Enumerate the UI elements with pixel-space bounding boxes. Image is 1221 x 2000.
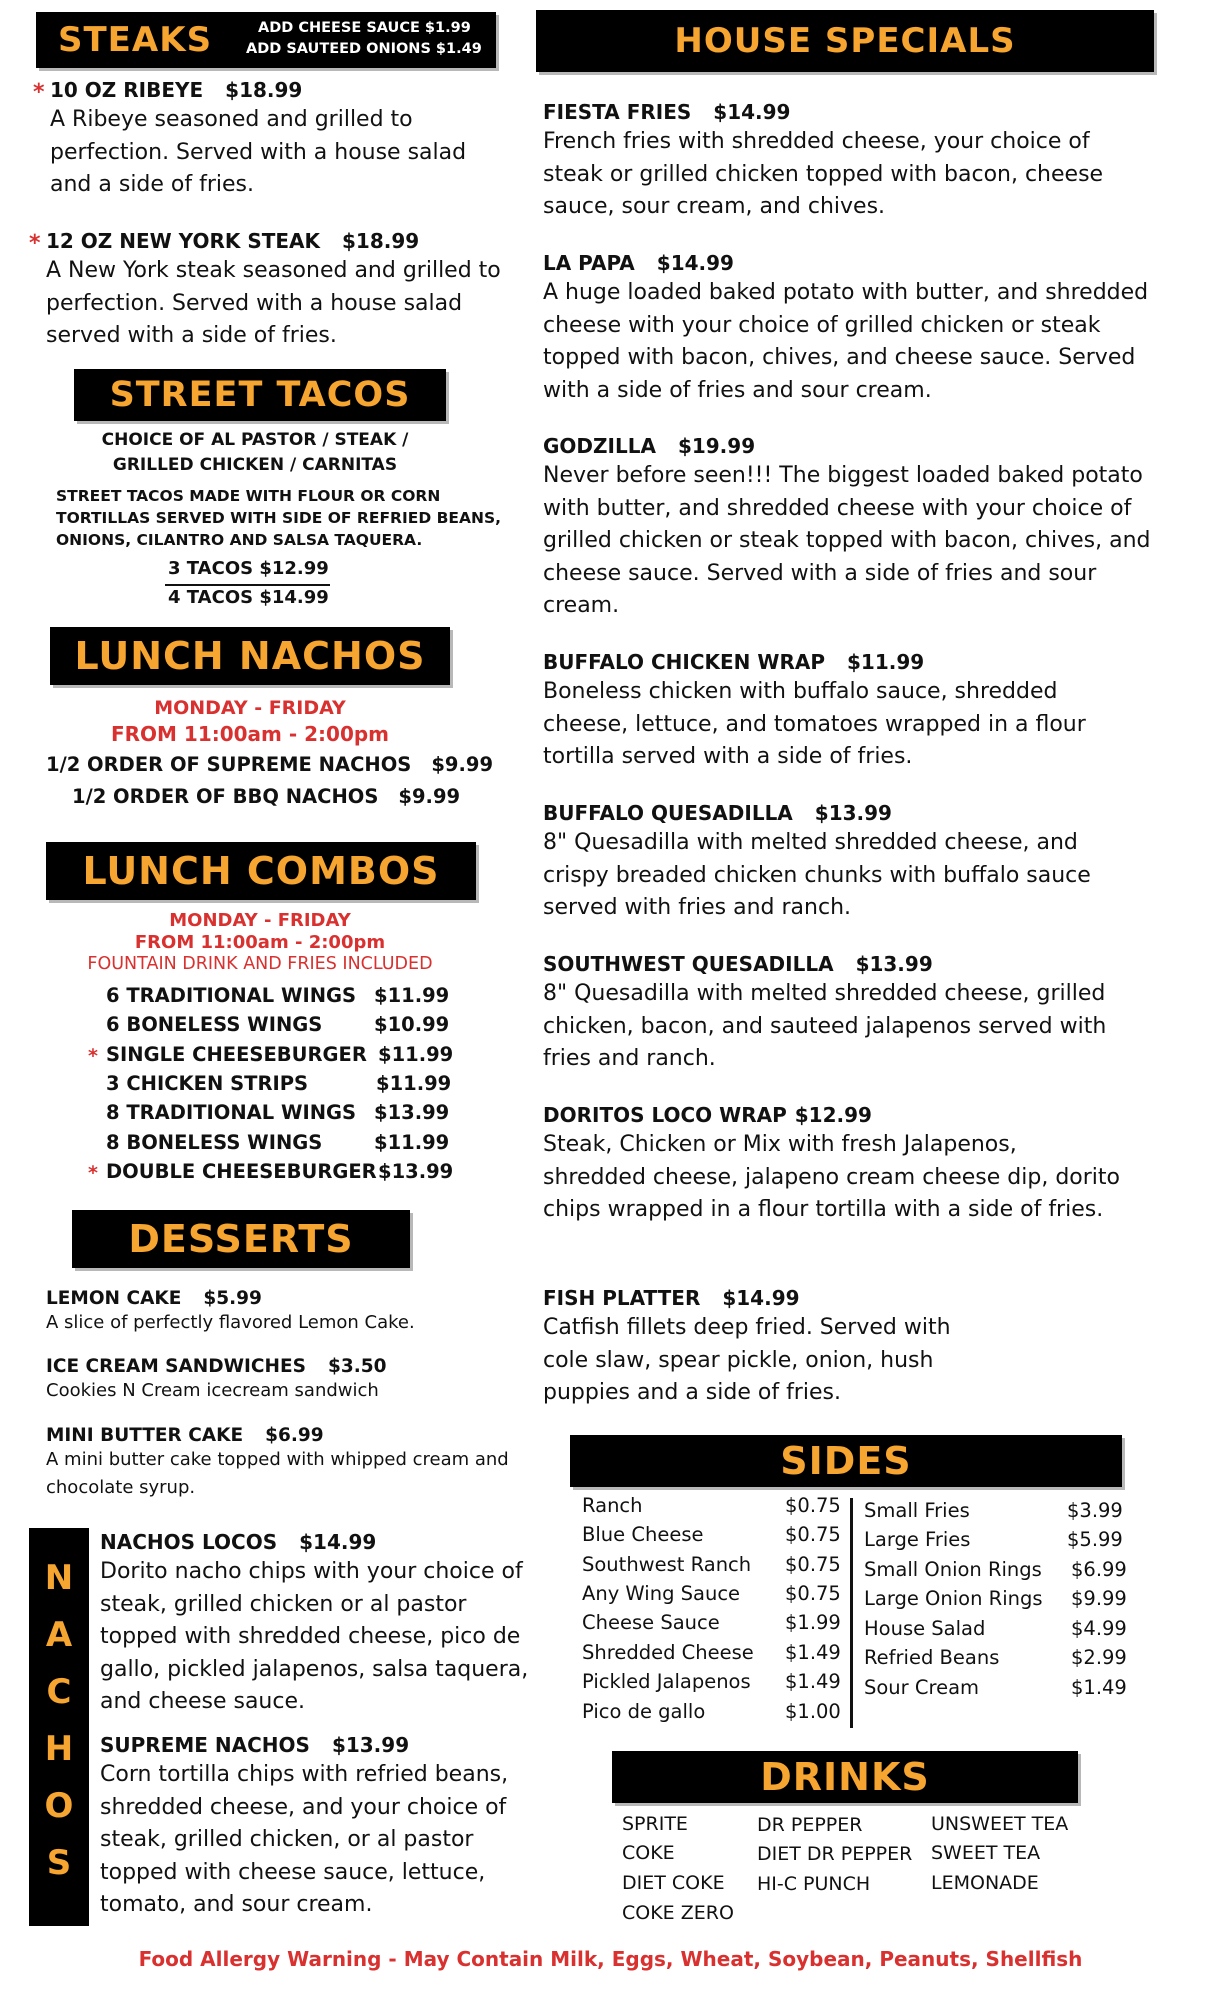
item-description: A Ribeye seasoned and grilled to perfection. Served with a house salad and a side of fries. [50,107,467,197]
nachos-letter: C [46,1672,72,1712]
item-description: Corn tortilla chips with refried beans, shredded cheese, and your choice of steak, grilled chicken, or al pastor topped with cheese sauce, lettuce, tomato, and sour cream. [100,1762,509,1917]
combo-item [106,1160,377,1183]
item-name: LEMON CAKE [46,1288,182,1309]
nachos-letter: H [44,1729,74,1769]
side-item-name: Southwest Ranch [582,1553,752,1576]
item-name: BUFFALO CHICKEN WRAP [543,650,825,674]
special-item-southwest-quesadilla [543,952,1183,1076]
side-item-price: $0.75 [785,1582,841,1605]
steak-item-ribeye [50,78,510,202]
item-price: $13.99 [331,1733,410,1757]
side-item-name: Small Onion Rings [864,1558,1042,1581]
lunch-nachos-item-bbq [72,785,460,808]
item-name: DORITOS LOCO WRAP [543,1103,787,1127]
steaks-addon-cheese: ADD CHEESE SAUCE $1.99 [258,20,471,36]
special-item-la-papa [543,251,1183,407]
combo-price: $13.99 [374,1101,450,1124]
item-price: $18.99 [225,78,303,102]
nachos-letter: N [44,1558,74,1598]
special-item-buffalo-wrap [543,650,1183,774]
special-item-buffalo-quesadilla [543,801,1183,925]
item-name: FIESTA FRIES [543,100,692,124]
price-divider [165,584,330,586]
item-name: BUFFALO QUESADILLA [543,801,793,825]
lunch-combos-header-bar [46,842,476,900]
item-description: French fries with shredded cheese, your choice of steak or grilled chicken topped with bacon, cheese sauce, sour cream, and chives. [543,129,1104,219]
desserts-title: DESSERTS [128,1217,354,1261]
item-description: A New York steak seasoned and grilled to perfection. Served with a house salad served with a side of fries. [46,258,501,348]
side-item-name: Small Fries [864,1499,970,1522]
item-price: $3.50 [327,1356,387,1377]
dessert-item-lemon-cake [46,1288,526,1337]
side-item-name: Refried Beans [864,1646,1000,1669]
side-item-name: Blue Cheese [582,1523,704,1546]
combo-price: $11.99 [378,1043,454,1066]
side-item-name: Large Fries [864,1528,971,1551]
dessert-item-ice-cream [46,1356,526,1405]
item-description: A mini butter cake topped with whipped cream and chocolate syrup. [46,1449,509,1498]
side-item-price: $0.75 [785,1523,841,1546]
side-item-price: $0.75 [785,1553,841,1576]
street-tacos-header-bar [74,369,446,421]
drink-item: COKE [622,1842,675,1864]
item-price: $5.99 [203,1288,262,1309]
item-description: 8" Quesadilla with melted shredded cheese, and crispy breaded chicken chunks with buffalo sauce served with fries and ranch. [543,830,1091,920]
street-tacos-note-line1: STREET TACOS MADE WITH FLOUR OR CORN [56,487,441,505]
lunch-combos-title: LUNCH COMBOS [82,849,440,893]
drink-item: DIET COKE [622,1872,725,1894]
drink-item: COKE ZERO [622,1902,734,1924]
drink-item: LEMONADE [931,1872,1039,1894]
house-specials-header-bar [536,10,1154,72]
item-name: ICE CREAM SANDWICHES [46,1356,306,1377]
side-item-name: Cheese Sauce [582,1611,720,1634]
street-tacos-price-4: 4 TACOS $14.99 [168,587,329,608]
sides-column-divider [850,1498,853,1728]
item-name: 1/2 ORDER OF BBQ NACHOS [72,785,379,808]
combo-item [106,984,356,1007]
lunch-nachos-title: LUNCH NACHOS [74,634,426,678]
item-description: Catfish fillets deep fried. Served with cole slaw, spear pickle, onion, hush puppies and a side of fries. [543,1315,951,1405]
combo-price: $11.99 [374,1131,450,1154]
drink-item: DR PEPPER [757,1814,863,1836]
item-price: $13.99 [855,952,933,976]
lunch-combos-days: MONDAY - FRIDAY [169,910,351,931]
item-price: $14.99 [713,100,791,124]
item-description: Cookies N Cream icecream sandwich [46,1380,379,1401]
item-name: 12 OZ NEW YORK STEAK [46,229,321,253]
lunch-nachos-header-bar [50,627,450,685]
combo-item [106,1013,322,1036]
item-description: A slice of perfectly flavored Lemon Cake. [46,1312,415,1333]
side-item-name: Large Onion Rings [864,1587,1043,1610]
allergy-asterisk: * [29,231,41,256]
side-item-name: House Salad [864,1617,986,1640]
side-item-name: Ranch [582,1494,643,1517]
item-description: Steak, Chicken or Mix with fresh Jalapenos, shredded cheese, jalapeno cream cheese dip, dorito chips wrapped in a flour tortilla with a side of fries. [543,1132,1120,1222]
drink-item: SWEET TEA [931,1842,1041,1864]
nachos-letter: A [45,1615,73,1655]
side-item-price: $9.99 [1071,1587,1127,1610]
combo-item [106,1072,308,1095]
nachos-item-supreme [100,1733,530,1922]
item-price: $13.99 [814,801,892,825]
dessert-item-butter-cake [46,1425,526,1502]
item-name: 6 TRADITIONAL WINGS [106,984,357,1007]
item-price: $9.99 [398,785,461,808]
sides-header-bar [570,1435,1122,1487]
street-tacos-note [56,485,501,551]
side-item-price: $5.99 [1067,1528,1123,1551]
item-name: 1/2 ORDER OF SUPREME NACHOS [46,753,412,776]
item-price: $14.99 [656,251,734,275]
item-description: Never before seen!!! The biggest loaded baked potato with butter, and shredded cheese with your choice of grilled chicken or steak topped with bacon, chives, and cheese sauce. Served with a side of fries and sour cream. [543,463,1151,618]
item-name: SINGLE CHEESEBURGER [106,1043,367,1066]
allergy-asterisk: * [88,1162,98,1184]
allergy-asterisk: * [33,80,45,105]
item-price: $12.99 [794,1103,872,1127]
allergy-warning: Food Allergy Warning - May Contain Milk, Eggs, Wheat, Soybean, Peanuts, Shellfish [138,1947,1083,1971]
item-description: Boneless chicken with buffalo sauce, shredded cheese, lettuce, and tomatoes wrapped in a flour tortilla served with a side of fries. [543,679,1086,769]
item-description: A huge loaded baked potato with butter, and shredded cheese with your choice of grilled chicken or steak topped with bacon, chives, and cheese sauce. Served with a side of fries and sour cream. [543,280,1149,403]
item-name: 8 BONELESS WINGS [106,1131,323,1154]
item-price: $9.99 [431,753,494,776]
item-name: 8 TRADITIONAL WINGS [106,1101,357,1124]
street-tacos-choice-line2: GRILLED CHICKEN / CARNITAS [112,455,398,475]
side-item-name: Pickled Jalapenos [582,1670,751,1693]
item-price: $6.99 [265,1425,324,1446]
lunch-nachos-item-supreme [46,753,493,776]
side-item-price: $2.99 [1071,1646,1127,1669]
drink-item: UNSWEET TEA [931,1813,1069,1835]
allergy-asterisk: * [88,1045,98,1067]
side-item-price: $0.75 [785,1494,841,1517]
side-item-price: $3.99 [1067,1499,1123,1522]
street-tacos-choice [20,428,490,478]
combo-price: $10.99 [374,1013,450,1036]
side-item-price: $1.99 [785,1611,841,1634]
item-name: 6 BONELESS WINGS [106,1013,323,1036]
item-name: 10 OZ RIBEYE [50,78,204,102]
side-item-name: Sour Cream [864,1676,980,1699]
combo-price: $11.99 [374,984,450,1007]
steaks-title: STEAKS [58,20,213,60]
nachos-letter: S [46,1843,72,1883]
item-name: MINI BUTTER CAKE [46,1425,244,1446]
combo-price: $11.99 [376,1072,452,1095]
item-name: DOUBLE CHEESEBURGER [106,1160,377,1183]
street-tacos-price-3: 3 TACOS $12.99 [168,558,329,579]
item-description: Dorito nacho chips with your choice of steak, grilled chicken or al pastor topped with shredded cheese, pico de gallo, pickled jalapenos, salsa taquera, and cheese sauce. [100,1559,529,1714]
special-item-fish-platter [543,1286,1183,1410]
street-tacos-note-line2: TORTILLAS SERVED WITH SIDE OF REFRIED BEANS, [56,509,502,527]
item-name: LA PAPA [543,251,635,275]
item-name: GODZILLA [543,434,656,458]
street-tacos-note-line3: ONIONS, CILANTRO AND SALSA TAQUERA. [56,531,423,549]
special-item-doritos-wrap [543,1103,1183,1227]
item-name: NACHOS LOCOS [100,1530,278,1554]
special-item-fiesta-fries [543,100,1183,224]
lunch-nachos-hours: FROM 11:00am - 2:00pm [110,722,390,746]
nachos-vertical-bar [29,1528,89,1926]
drink-item: SPRITE [622,1813,688,1835]
side-item-price: $4.99 [1071,1617,1127,1640]
side-item-name: Pico de gallo [582,1700,706,1723]
drinks-header-bar [612,1751,1078,1803]
side-item-price: $1.49 [785,1641,841,1664]
combo-item [106,1101,356,1124]
combo-item [106,1043,367,1066]
steaks-addon-onions: ADD SAUTEED ONIONS $1.49 [246,41,482,57]
house-specials-title: HOUSE SPECIALS [674,21,1016,61]
street-tacos-choice-line1: CHOICE OF AL PASTOR / STEAK / [101,430,409,450]
steaks-header-bar [36,12,496,68]
lunch-nachos-days: MONDAY - FRIDAY [154,697,346,719]
combo-item [106,1131,322,1154]
sides-title: SIDES [780,1439,912,1483]
side-item-price: $1.00 [785,1700,841,1723]
lunch-combos-hours: FROM 11:00am - 2:00pm [134,932,386,953]
item-name: SUPREME NACHOS [100,1733,310,1757]
drinks-title: DRINKS [760,1755,930,1799]
item-name: 3 CHICKEN STRIPS [106,1072,309,1095]
item-price: $14.99 [299,1530,377,1554]
desserts-header-bar [72,1210,410,1268]
item-description: 8" Quesadilla with melted shredded cheese, grilled chicken, bacon, and sauteed jalapenos served with fries and ranch. [543,981,1107,1071]
steak-item-new-york [46,229,516,353]
drink-item: DIET DR PEPPER [757,1843,913,1865]
item-price: $18.99 [342,229,420,253]
side-item-name: Shredded Cheese [582,1641,754,1664]
side-item-name: Any Wing Sauce [582,1582,741,1605]
nachos-letter: O [44,1786,74,1826]
nachos-item-locos [100,1530,550,1719]
item-name: FISH PLATTER [543,1286,701,1310]
lunch-combos-included: FOUNTAIN DRINK AND FRIES INCLUDED [87,954,433,974]
special-item-godzilla [543,434,1183,623]
item-price: $14.99 [722,1286,800,1310]
item-price: $19.99 [677,434,756,458]
side-item-price: $1.49 [785,1670,841,1693]
drink-item: HI-C PUNCH [757,1873,871,1895]
combo-price: $13.99 [378,1160,454,1183]
item-name: SOUTHWEST QUESADILLA [543,952,834,976]
street-tacos-title: STREET TACOS [109,375,411,415]
item-price: $11.99 [846,650,925,674]
side-item-price: $6.99 [1071,1558,1127,1581]
side-item-price: $1.49 [1071,1676,1127,1699]
